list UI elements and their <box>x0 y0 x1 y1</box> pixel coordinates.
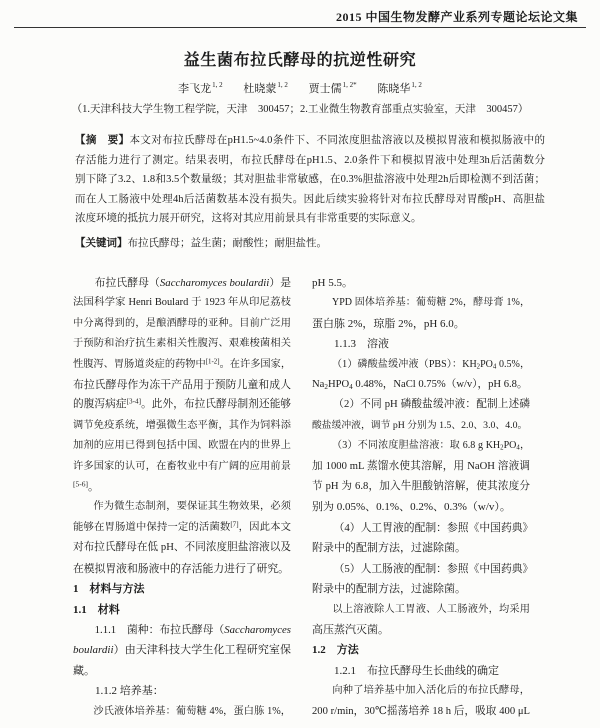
text-run: 向种了培养基中加入活化后的布拉氏酵母， <box>332 685 530 697</box>
author-list <box>0 80 600 96</box>
text-run: 0.48%，NaCl 0.75%（w/v），pH 6.8。 <box>352 379 528 391</box>
text-run: 0.5%， <box>496 358 530 370</box>
text-run: 中分离得到的，是酿酒酵母的亚种。目前广泛用 <box>73 317 291 329</box>
text-line <box>312 334 530 354</box>
text-line <box>73 395 291 415</box>
citation-superscript: [5-6] <box>73 479 88 489</box>
text-run: 许多国家的认可，在畜牧业中有广阔的应用前景 <box>73 460 291 472</box>
text-run: pH 5.5。 <box>312 277 353 289</box>
text-line <box>312 314 530 334</box>
section-heading <box>312 640 530 660</box>
text-run: 调节免疫系统，增强微生态平衡，其作为饲料添 <box>73 419 291 431</box>
text-run: ，因此本文 <box>238 521 291 533</box>
text-run: 200 r/min，30℃摇荡培养 18 h 后，吸取 400 μL <box>312 705 530 717</box>
chemical-subscript: 4 <box>516 444 520 452</box>
text-line <box>73 375 291 395</box>
author-name: 杜晓蒙 <box>243 83 277 95</box>
text-run: 1 材料与方法 <box>73 583 145 596</box>
citation-superscript: [7] <box>230 520 239 529</box>
text-line <box>312 600 530 620</box>
citation-superscript: [1-2] <box>205 358 220 366</box>
text-run: （3）不同浓度胆盐溶液：取 6.8 g KH <box>332 440 501 452</box>
text-run: ）是 <box>269 277 292 289</box>
text-run: 浓度环境的抵抗力展开研究，这将对其应用前景具有非常重要的实际意义。 <box>75 213 422 224</box>
chemical-subscript: 2 <box>324 382 328 391</box>
text-line <box>73 497 291 517</box>
text-run: 性腹泻、胃肠道炎症的药物中 <box>73 358 206 370</box>
text-run: 1.2 方法 <box>312 644 359 657</box>
citation-superscript: [3-4] <box>126 397 141 406</box>
text-run: 高压蒸汽灭菌。 <box>312 623 389 636</box>
text-run: 对布拉氏酵母在低 pH、不同浓度胆盐溶液以及 <box>73 542 291 554</box>
text-run: 加 1000 mL 蒸馏水使其溶解，用 NaOH 溶液调 <box>312 460 530 472</box>
text-run: 节 pH 为 6.8，加入牛胆酸钠溶解，使其浓度分 <box>312 481 530 493</box>
text-line <box>312 559 534 579</box>
body-left-column <box>73 273 291 722</box>
italic-term: Saccharomyces <box>224 623 291 636</box>
text-run: 酸盐缓冲液，调节 pH 分别为 1.5、2.0、3.0、4.0。 <box>312 419 528 431</box>
text-run: 沙氏液体培养基：葡萄糖 4%，蛋白胨 1%， <box>93 705 291 717</box>
text-line <box>312 702 530 722</box>
body-right-column <box>312 273 534 722</box>
text-line <box>75 151 545 171</box>
author-name: 贾士儒 <box>308 83 342 95</box>
bold-label: 【摘 要】 <box>75 135 130 146</box>
text-run: 1.2.1 布拉氏酵母生长曲线的确定 <box>334 664 499 677</box>
text-run: 布拉氏酵母；益生菌；耐酸性；耐胆盐性。 <box>127 238 327 249</box>
text-run: 蛋白胨 2%，琼脂 2%，pH 6.0。 <box>312 317 465 330</box>
text-line <box>312 273 530 293</box>
author <box>309 83 357 95</box>
text-line <box>312 620 530 640</box>
text-line <box>75 234 545 254</box>
author-name: 陈晓华 <box>377 83 411 95</box>
text-run: 而在人工肠液中处理4h后活菌数基本没有损失。因此后续实验将针对布拉氏酵母对胃酸pH、高胆盐 <box>75 193 545 205</box>
text-run: 1.1.2 培养基： <box>95 685 164 698</box>
chemical-subscript: 4 <box>349 382 353 391</box>
chemical-subscript: 2 <box>500 444 504 452</box>
text-run: 加剂的应用已得到包括中国、欧盟在内的世界上 <box>73 440 291 452</box>
text-line <box>73 518 291 538</box>
text-line <box>312 579 530 599</box>
author <box>178 83 223 95</box>
text-run: PO <box>503 440 517 452</box>
author-affiliation-mark: 1, 2 <box>212 81 223 89</box>
author-affiliation-mark: 1, 2 <box>277 81 288 89</box>
text-line <box>73 702 291 722</box>
text-run: （5）人工肠液的配制：参照《中国药典》 <box>333 562 534 575</box>
text-line <box>312 355 530 375</box>
text-run: 。在许多国家， <box>219 358 292 370</box>
text-line <box>312 457 530 477</box>
italic-term: Saccharomyces boulardii <box>159 277 270 289</box>
text-run: 附录中的配制方法，过滤除菌。 <box>312 542 466 555</box>
text-line <box>75 170 545 190</box>
text-line <box>312 477 530 497</box>
text-line <box>73 293 291 313</box>
text-run: 于预防和治疗抗生素相关性腹泻、艰难梭菌相关 <box>73 338 291 350</box>
text-line <box>312 436 530 456</box>
header-rule <box>14 27 586 28</box>
text-line <box>75 190 545 210</box>
text-line <box>312 416 530 436</box>
text-run: 。此外，布拉氏酵母制剂还能够 <box>140 399 292 411</box>
text-line <box>73 477 291 497</box>
text-run: ， <box>519 440 530 452</box>
text-run: 藏。 <box>73 664 95 677</box>
text-line <box>73 436 291 456</box>
text-run: 法国科学家 Henri Boulard 于 1923 年从印尼荔枝 <box>73 297 291 309</box>
text-run: 别为 0.05%、0.1%、0.2%、0.3%（w/v）。 <box>312 501 511 514</box>
text-run: Na <box>312 379 325 391</box>
text-run: PO <box>480 358 493 370</box>
text-run: 1.1.1 菌种：布拉氏酵母（ <box>94 623 225 636</box>
chemical-subscript: 2 <box>476 363 481 371</box>
section-heading <box>73 600 291 620</box>
text-run: 以上溶液除人工胃液、人工肠液外，均采用 <box>332 603 530 615</box>
text-line <box>312 375 530 395</box>
text-run: 作为微生态制剂，要保证其生物效果，必须 <box>93 501 291 513</box>
text-line <box>73 355 291 375</box>
bold-label: 【关键词】 <box>75 238 128 249</box>
text-line <box>73 314 291 334</box>
text-line <box>312 661 530 681</box>
text-run: 附录中的配制方法，过滤除菌。 <box>312 583 466 596</box>
text-run: （4）人工胃液的配制：参照《中国药典》 <box>333 521 534 534</box>
text-line <box>73 538 291 558</box>
text-line <box>75 209 545 229</box>
author <box>377 83 422 95</box>
italic-term: boulardii <box>73 644 114 657</box>
author-name: 李飞龙 <box>178 83 212 95</box>
author <box>243 83 288 95</box>
text-line <box>312 497 530 517</box>
text-line <box>312 538 530 558</box>
text-run: ）由天津科技大学生化工程研究室保 <box>113 644 291 657</box>
text-line <box>312 518 534 538</box>
text-line <box>73 620 291 640</box>
text-run: 别下降了3.2、1.8和3.5个数量级；其对胆盐非常敏感，在0.3%胆盐溶液中处理2h后即检测不到活菌； <box>75 174 545 185</box>
text-run: 能够在胃肠道中保持一定的活菌数 <box>73 521 231 533</box>
author-affiliation-mark: 1, 2 <box>411 81 422 89</box>
text-line <box>312 293 530 313</box>
text-run: 本文对布拉氏酵母在pH1.5~4.0条件下、不同浓度胆盐溶液以及模拟胃液和模拟肠液中的 <box>129 135 546 146</box>
text-line <box>73 273 291 293</box>
text-line <box>73 457 291 477</box>
text-line <box>312 395 530 415</box>
text-run: HPO <box>327 379 350 391</box>
keywords <box>75 234 545 254</box>
abstract <box>75 131 545 229</box>
author-affiliation-mark: 1, 2* <box>342 81 357 89</box>
text-line <box>73 334 291 354</box>
text-run: 的腹泻病症 <box>73 399 127 411</box>
text-run: （1）磷酸盐缓冲液（PBS）：KH <box>332 358 477 370</box>
text-run: YPD 固体培养基：葡萄糖 2%，酵母膏 1%， <box>332 297 530 309</box>
text-run: 存活能力进行了测定。结果表明，布拉氏酵母在pH1.5、2.0条件下和模拟胃液中处理3h后活菌数分 <box>75 154 545 166</box>
affiliation: （1.天津科技大学生物工程学院，天津 300457；2.工业微生物教育部重点实验室，天津 300457） <box>71 104 529 115</box>
running-title: 2015 中国生物发酵产业系列专题论坛论文集 <box>335 10 578 24</box>
text-line <box>312 681 530 701</box>
text-run: 布拉氏酵母作为冻干产品用于预防儿童和成人 <box>73 379 291 392</box>
paper-title: 益生菌布拉氏酵母的抗逆性研究 <box>183 52 417 69</box>
text-run: （2）不同 pH 磷酸盐缓冲液：配制上述磷 <box>333 399 530 411</box>
text-run: 1.1 材料 <box>73 603 120 616</box>
text-line <box>73 559 291 579</box>
text-run: 在模拟胃液和肠液中的存活能力进行了研究。 <box>73 562 289 575</box>
text-run: 。 <box>87 481 99 494</box>
text-line <box>75 131 545 151</box>
text-run: 1.1.3 溶液 <box>334 338 389 351</box>
section-heading <box>73 579 291 599</box>
text-line <box>73 416 291 436</box>
text-line <box>73 681 291 701</box>
text-line <box>73 661 291 681</box>
text-run: 布拉氏酵母（ <box>94 277 160 289</box>
chemical-subscript: 4 <box>492 363 497 371</box>
text-line <box>73 640 291 660</box>
